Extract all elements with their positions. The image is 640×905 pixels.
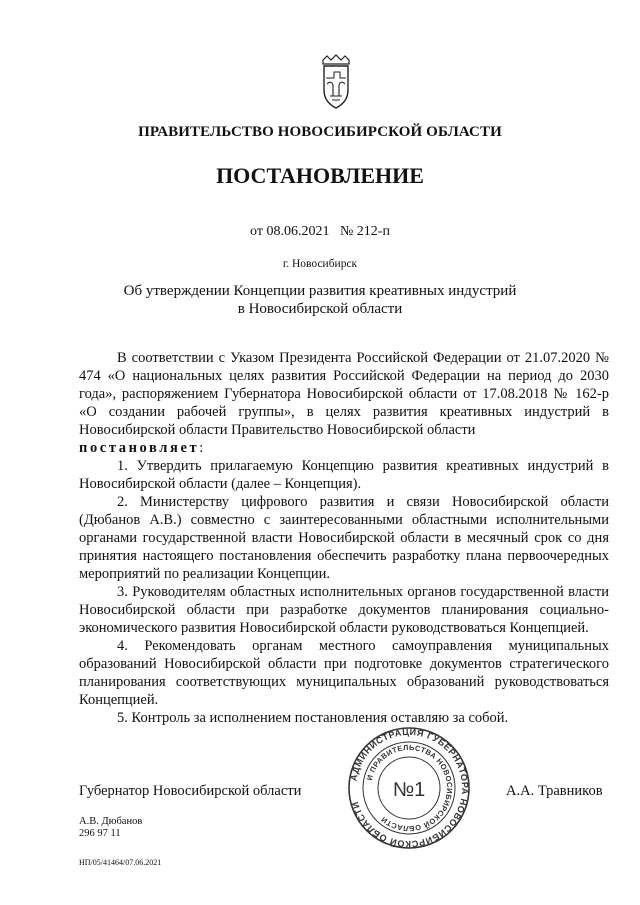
seal-inner-text: И ПРАВИТЕЛЬСТВА НОВОСИБИРСКОЙ ОБЛАСТИ [364,742,455,834]
document-type-title: ПОСТАНОВЛЕНИЕ [216,163,424,188]
resolves-colon: : [199,440,204,456]
resolves-line [79,439,609,457]
executor-block [79,816,142,840]
organization-title: ПРАВИТЕЛЬСТВО НОВОСИБИРСКОЙ ОБЛАСТИ [138,124,502,140]
preamble-text: В соответствии с Указом Президента Российской Федерации от 21.07.2020 № 474 «О национальных целях развития Российской Федерации на период до 2030 года», распоряжением Губернатора Новосибирской области от 17.08.2018 № 162-р «О создании рабочей группы», в целях развития креативных индустрий в Новосибирской области Правительство Новосибирской области [79,350,609,438]
subject-line-1: Об утверждении Концепции развития креативных индустрий [123,283,517,299]
subject-line-2: в Новосибирской области [237,301,403,317]
document-body [79,349,609,727]
signatory-position: Губернатор Новосибирской области [79,783,302,799]
seal-outer-text: АДМИНИСТРАЦИЯ ГУБЕРНАТОРА НОВОСИБИРСКОЙ ОБЛАСТИ [348,726,471,850]
item-paragraph: 5. Контроль за исполнением постановления оставляю за собой. [117,710,509,726]
item-paragraph: 3. Руководителям областных исполнительных органов государственной власти Новосибирской области при разработке документов планирования социально-экономического развития Новосибирской области руководствоваться Концепцией. [79,584,609,636]
date-number-line [0,224,640,240]
coat-of-arms-icon [318,54,354,110]
document-registration-id: НП/05/41464/07.06.2021 [79,858,162,867]
document-subject [0,282,640,318]
signatory-name: А.А. Травников [506,783,603,799]
item-paragraph: 4. Рекомендовать органам местного самоуправления муниципальных образований Новосибирской области при подготовке документов стратегического планирования соответствующих муниципальных образований руководствоваться Концепцией. [79,638,609,708]
document-date: от 08.06.2021 [250,224,330,239]
executor-phone: 296 97 11 [79,828,121,839]
official-seal [347,726,471,850]
item-paragraph: 1. Утвердить прилагаемую Концепцию развития креативных индустрий в Новосибирской области (далее – Концепция). [79,458,609,492]
preamble-paragraph [79,349,609,439]
city-line: г. Новосибирск [282,258,358,270]
document-number: № 212-п [339,224,390,239]
executor-name: А.В. Дюбанов [79,816,143,827]
resolves-word: постановляет [79,440,200,456]
item-paragraph: 2. Министерству цифрового развития и связи Новосибирской области (Дюбанов А.В.) совместно с заинтересованными областными исполнительными органами государственной власти Новосибирской области в месячный срок со дня принятия настоящего постановления обеспечить разработку плана первоочередных мероприятий по реализации Концепции. [79,494,609,582]
seal-number: №1 [392,779,426,801]
